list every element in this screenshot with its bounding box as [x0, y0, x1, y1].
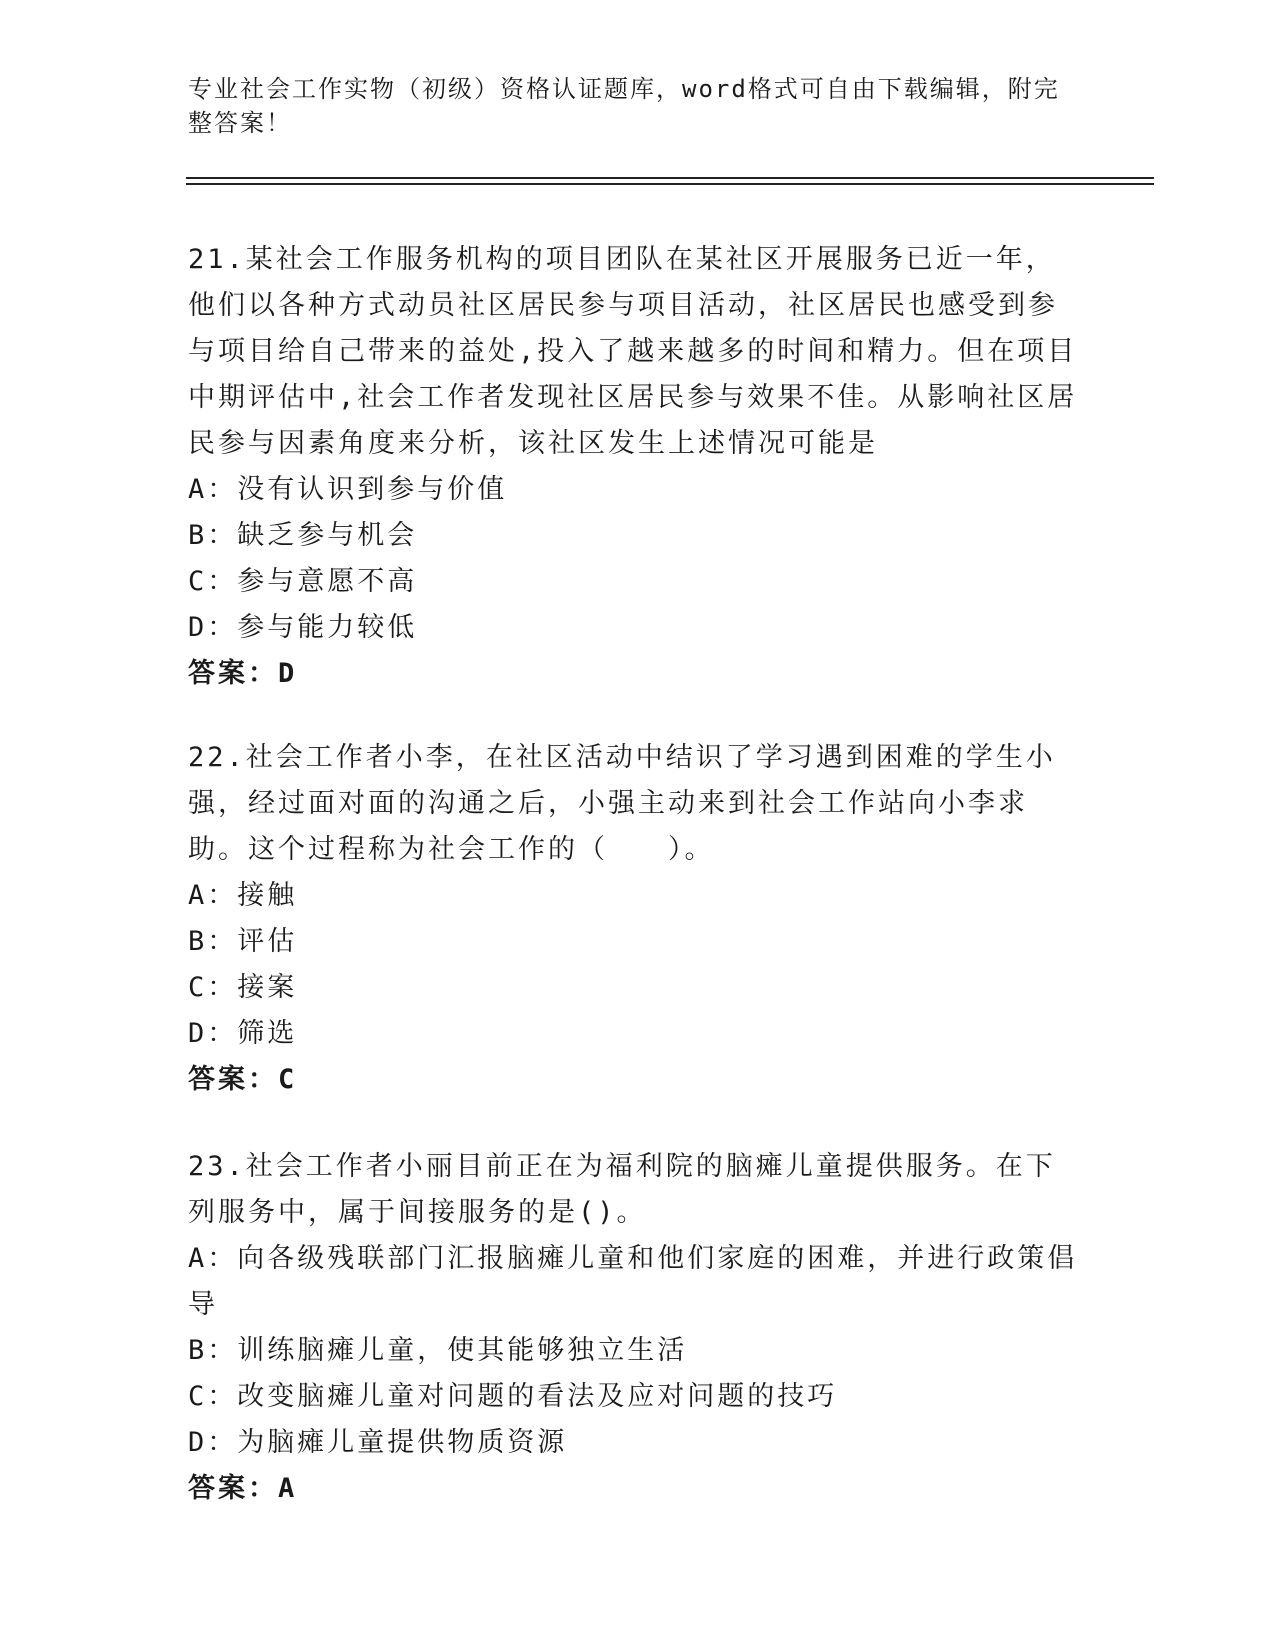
option-d: D：筛选: [188, 1018, 298, 1049]
option-a: A：接触: [188, 880, 298, 911]
option-c: C：接案: [188, 972, 298, 1003]
question-21: [188, 237, 1078, 697]
option-d: D：为脑瘫儿童提供物质资源: [188, 1427, 568, 1458]
question-stem: 22.社会工作者小李，在社区活动中结识了学习遇到困难的学生小强，经过面对面的沟通之后，小强主动来到社会工作站向小李求助。这个过程称为社会工作的（ ）。: [188, 742, 1056, 865]
answer: 答案：D: [188, 658, 298, 689]
question-23: [188, 1144, 1078, 1512]
option-c: C：参与意愿不高: [188, 566, 418, 597]
option-a: A：没有认识到参与价值: [188, 474, 508, 505]
option-b: B：评估: [188, 926, 298, 957]
question-stem: 23.社会工作者小丽目前正在为福利院的脑瘫儿童提供服务。在下列服务中，属于间接服务的是()。: [188, 1151, 1056, 1228]
option-a: A：向各级残联部门汇报脑瘫儿童和他们家庭的困难，并进行政策倡导: [188, 1243, 1078, 1320]
option-c: C：改变脑瘫儿童对问题的看法及应对问题的技巧: [188, 1381, 838, 1412]
option-b: B：缺乏参与机会: [188, 520, 418, 551]
header-rule-bottom: [186, 183, 1154, 185]
option-b: B：训练脑瘫儿童，使其能够独立生活: [188, 1335, 688, 1366]
answer: 答案：A: [188, 1473, 298, 1504]
header-rule-top: [186, 177, 1154, 179]
question-stem: 21.某社会工作服务机构的项目团队在某社区开展服务已近一年， 他们以各种方式动员社区居民参与项目活动，社区居民也感受到参与项目给自己带来的益处,投入了越来越多的时间和精力。但在项目中期评估中,社会工作者发现社区居民参与效果不佳。从影响社区居民参与因素角度来分析，该社区发生上述情况可能是: [188, 244, 1078, 459]
question-22: [188, 735, 1078, 1103]
document-header: 专业社会工作实物（初级）资格认证题库，word格式可自由下载编辑，附完整答案！: [188, 75, 1060, 137]
answer: 答案：C: [188, 1064, 298, 1095]
option-d: D：参与能力较低: [188, 612, 418, 643]
